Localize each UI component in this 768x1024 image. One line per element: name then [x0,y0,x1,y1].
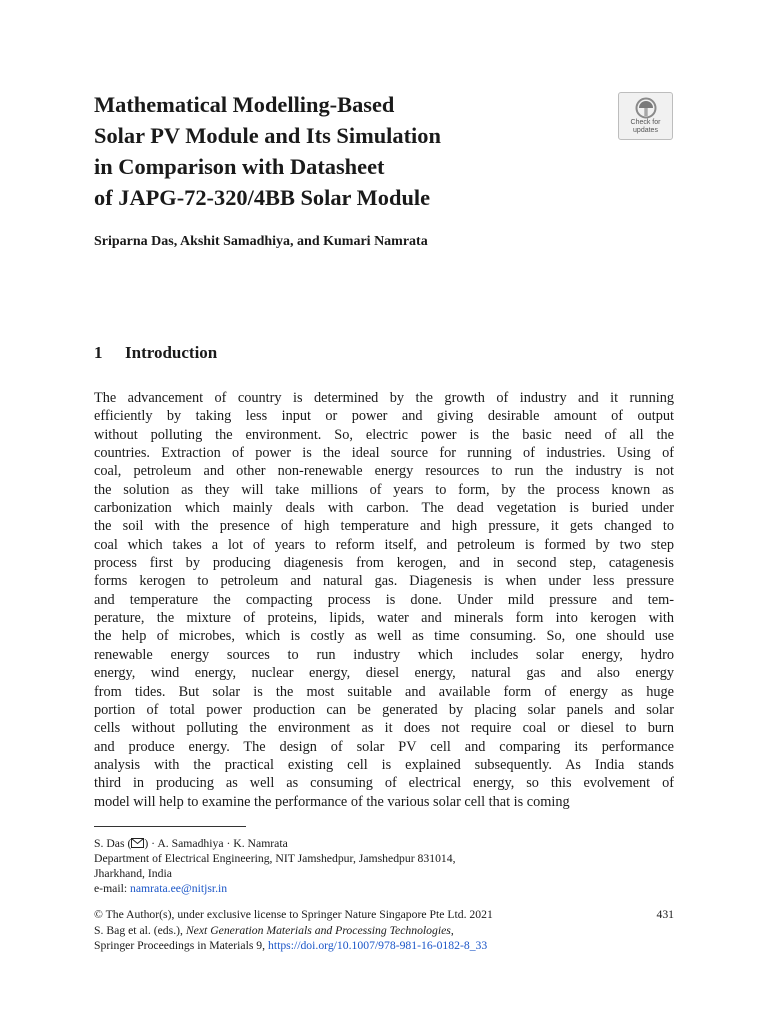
body-line: energy, wind energy, nuclear energy, diesel energy, natural gas and also energy [94,665,674,682]
body-line: coal which takes a lot of years to reform itself, and petroleum is formed by two step [94,536,674,553]
title-line: of JAPG-72-320/4BB Solar Module [94,185,431,210]
doi-link[interactable]: https://doi.org/10.1007/978-981-16-0182-8_33 [267,939,488,952]
footnote-authors [94,836,456,851]
body-line: carbonization which mainly deals with carbon. The dead vegetation is buried under [94,500,674,517]
badge-label: updates [633,127,658,134]
title-line: in Comparison with Datasheet [94,154,385,179]
check-for-updates-badge[interactable] [618,92,673,140]
paper-title [94,89,594,213]
body-line: forms kerogen to petroleum and natural gas. Diagenesis is when under less pressure [94,573,674,590]
body-line: portion of total power production can be generated by placing solar panels and solar [94,701,674,718]
footnote-authors-text: ) · A. Samadhiya · K. Namrata [144,837,288,850]
body-line: model will help to examine the performance of the various solar cell that is coming [94,793,570,810]
envelope-icon[interactable] [131,838,144,848]
check-for-updates-icon [635,97,657,119]
body-line: the soil with the presence of high temperature and high pressure, it gets changed to [94,518,674,535]
book-title: Next Generation Materials and Processing Technologies [185,923,451,937]
editors-text: S. Bag et al. (eds.), [94,923,186,937]
editors-punct: , [450,923,454,937]
email-label: e-mail: [94,882,131,895]
badge-label: Check for [630,119,661,126]
copyright-line: © The Author(s), under exclusive license to Springer Nature Singapore Pte Ltd. 2021 [94,908,493,921]
editors-line [94,923,674,939]
title-line: Mathematical Modelling-Based [94,92,395,117]
title-line: Solar PV Module and Its Simulation [94,123,441,148]
body-line: analysis with the practical existing cell is explained subsequently. As India stands [94,756,674,773]
body-line: The advancement of country is determined by the growth of industry and it running [94,390,674,406]
body-line: third in producing as well as consuming of electrical energy, so this evolvement of [94,775,674,792]
publication-info [94,907,674,954]
body-line: renewable energy sources to run industry which includes solar energy, hydro [94,646,674,663]
section-heading [94,343,217,363]
body-line: perature, the mixture of proteins, lipids, water and minerals form into kerogen with [94,610,674,627]
email-line [94,881,456,896]
body-line: the solution as they will take millions of years to form, by the process known as [94,481,674,498]
author-affiliation-footnote [94,836,456,896]
body-line: the help of microbes, which is costly as well as time consuming. So, one should use [94,628,674,645]
body-line: and produce energy. The design of solar PV cell and comparing its performance [94,738,674,755]
series-line [94,938,674,954]
body-line: countries. Extraction of power is the ideal source for running of industries. Using of [94,445,674,462]
body-paragraph [94,389,674,811]
body-line: cells without polluting the environment as it does not require coal or diesel to burn [94,720,674,737]
footnote-authors-text: S. Das ( [94,837,132,850]
email-link[interactable]: namrata.ee@nitjsr.in [130,882,228,895]
series-text: Springer Proceedings in Materials 9, [94,939,268,952]
section-title: Introduction [125,343,218,362]
body-line: process first by producing diagenesis from kerogen, and in second step, catagenesis [94,555,674,572]
footnote-divider [94,826,246,827]
page-number: 431 [656,908,674,921]
affiliation-location: Jharkhand, India [94,867,172,880]
affiliation-department: Department of Electrical Engineering, NIT Jamshedpur, Jamshedpur 831014, [94,852,456,865]
body-line: and temperature the compacting process is done. Under mild pressure and tem- [94,591,674,608]
body-line: efficiently by taking less input or power and giving desirable amount of output [94,408,674,425]
section-number: 1 [94,343,103,362]
body-line: from tides. But solar is the most suitable and available form of energy as huge [94,683,674,700]
body-line: coal, petroleum and other non-renewable energy resources to run the industry is not [94,463,674,480]
author-list: Sriparna Das, Akshit Samadhiya, and Kumari Namrata [94,234,428,249]
body-line: without polluting the environment. So, electric power is the basic need of all the [94,426,674,443]
